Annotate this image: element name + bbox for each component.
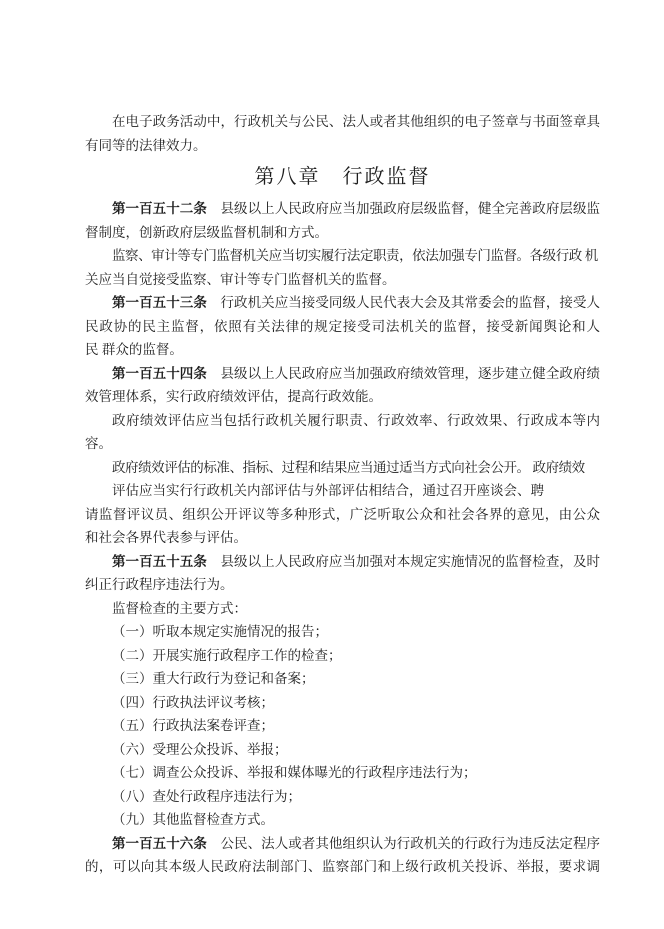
list-item-4 bbox=[85, 691, 600, 715]
text-line: 监督检查的主要方式： bbox=[112, 600, 247, 616]
article-text: 公民、法人或者其他组织认为行政机关的行政行为违反法定程序 bbox=[206, 835, 601, 851]
intro-paragraph-electronic-signature bbox=[85, 110, 600, 157]
paragraph-supervision-methods-intro bbox=[85, 597, 600, 621]
article-number: 第一百五十五条 bbox=[112, 553, 207, 569]
text-line: 政府绩效评估的标准、指标、过程和结果应当通过适当方式向社会公开。 政府绩效 bbox=[112, 459, 585, 475]
article-number: 第一百五十三条 bbox=[112, 295, 207, 310]
text-line: 民政协的民主监督，依照有关法律的规定接受司法机关的监督，接受新闻舆论和人 bbox=[85, 318, 600, 334]
text-line bbox=[85, 362, 600, 386]
text-line: 督制度，创新政府层级监督机制和方式。 bbox=[85, 224, 328, 240]
text-line: 关应当自觉接受监察、审计等专门监督机关的监督。 bbox=[85, 271, 396, 287]
text-line: 的，可以向其本级人民政府法制部门、监察部门和上级行政机关投诉、举报，要求调 bbox=[85, 859, 600, 874]
article-text: 县级以上人民政府应当加强对本规定实施情况的监督检查，及时 bbox=[206, 553, 601, 569]
text-line: 效管理体系，实行政府绩效评估，提高行政效能。 bbox=[85, 389, 382, 404]
text-line: 和社会各界代表参与评估。 bbox=[85, 530, 247, 545]
article-number: 第一百五十六条 bbox=[112, 835, 207, 851]
text-line: 评估应当实行行政机关内部评估与外部评估相结合，通过召开座谈会、聘 bbox=[112, 483, 544, 498]
text-line: （五）行政执法案卷评查； bbox=[112, 718, 274, 733]
text-line: （六）受理公众投诉、举报； bbox=[112, 741, 288, 757]
text-line bbox=[85, 197, 600, 221]
text-line: （九）其他监督检查方式。 bbox=[112, 812, 274, 827]
article-155 bbox=[85, 550, 600, 597]
list-item-8 bbox=[85, 785, 600, 809]
text-line: 监察、审计等专门监督机关应当切实履行法定职责，依法加强专门监督。各级行政 机 bbox=[112, 248, 598, 263]
list-item-3 bbox=[85, 667, 600, 691]
paragraph-special-supervision bbox=[85, 244, 600, 291]
text-line: （二）开展实施行政程序工作的检查； bbox=[112, 647, 342, 663]
text-line bbox=[85, 291, 600, 315]
article-number: 第一百五十四条 bbox=[112, 365, 207, 381]
chapter-heading-text: 第八章 行政监督 bbox=[254, 166, 431, 188]
list-item-7 bbox=[85, 761, 600, 785]
article-156 bbox=[85, 832, 600, 879]
text-line bbox=[85, 832, 600, 856]
article-152 bbox=[85, 197, 600, 244]
text-line: 纠正行政程序违法行为。 bbox=[85, 577, 234, 592]
document-content bbox=[85, 110, 600, 879]
list-item-2 bbox=[85, 644, 600, 668]
text-line: 有同等的法律效力。 bbox=[85, 137, 207, 153]
text-line bbox=[85, 550, 600, 574]
list-item-9 bbox=[85, 808, 600, 832]
text-line: 政府绩效评估应当包括行政机关履行职责、行政效率、行政效果、行政成本等内 bbox=[112, 412, 600, 428]
article-text: 县级以上人民政府应当加强政府层级监督，健全完善政府层级监 bbox=[206, 201, 601, 216]
article-number: 第一百五十二条 bbox=[112, 201, 207, 216]
text-line: 容。 bbox=[85, 436, 112, 451]
article-154 bbox=[85, 362, 600, 409]
text-line: （一）听取本规定实施情况的报告； bbox=[112, 624, 328, 639]
article-text: 县级以上人民政府应当加强政府绩效管理，逐步建立健全政府绩 bbox=[206, 365, 601, 381]
text-line: 请监督评议员、组织公开评议等多种形式，广泛听取公众和社会各界的意见，由公众 bbox=[85, 506, 600, 522]
paragraph-performance-publicity bbox=[85, 456, 600, 550]
paragraph-performance-content bbox=[85, 409, 600, 456]
list-item-1 bbox=[85, 620, 600, 644]
article-153 bbox=[85, 291, 600, 362]
text-line: （八）查处行政程序违法行为； bbox=[112, 788, 301, 804]
list-item-5 bbox=[85, 714, 600, 738]
text-line: （三）重大行政行为登记和备案； bbox=[112, 671, 315, 686]
chapter-heading bbox=[85, 163, 600, 191]
article-text: 行政机关应当接受同级人民代表大会及其常委会的监督，接受人 bbox=[206, 295, 601, 310]
text-line: 在电子政务活动中，行政机关与公民、法人或者其他组织的电子签章与书面签章具 bbox=[112, 114, 600, 129]
text-line: （七）调查公众投诉、举报和媒体曝光的行政程序违法行为； bbox=[112, 765, 477, 780]
text-line: 民 群众的监督。 bbox=[85, 342, 183, 357]
list-item-6 bbox=[85, 738, 600, 762]
text-line: （四）行政执法评议考核； bbox=[112, 694, 274, 710]
